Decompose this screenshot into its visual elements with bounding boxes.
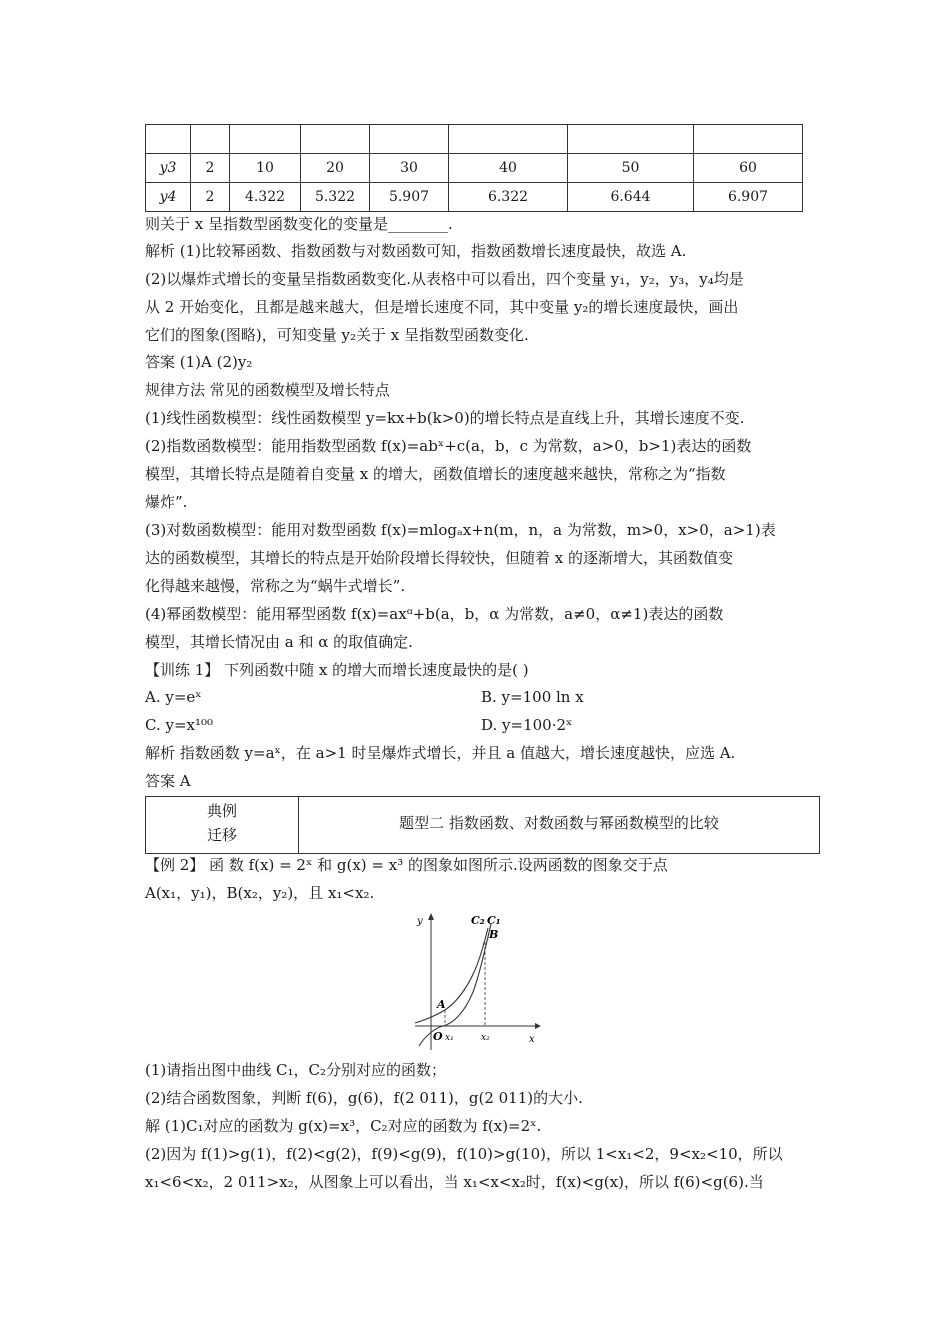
option-c: C. y=x¹⁰⁰ <box>145 716 214 734</box>
table-cell: 5.907 <box>370 183 449 212</box>
option-b: B. y=100 ln x <box>481 688 584 706</box>
label-x2: x₂ <box>481 1033 490 1043</box>
method-line: 模型，其增长特点是随着自变量 x 的增大，函数值增长的速度越来越快，常称之为“指数 <box>145 465 726 483</box>
table-cell: 2 <box>191 154 230 183</box>
option-a: A. y=eˣ <box>145 688 202 706</box>
curve-c1 <box>419 924 491 1046</box>
table-row <box>146 154 803 183</box>
solution-line: 它们的图象(图略)，可知变量 y₂关于 x 呈指数型函数变化. <box>145 326 529 344</box>
table-row <box>146 183 803 212</box>
sub-question: (2)结合函数图象，判断 f(6)，g(6)，f(2 011)，g(2 011)的大小. <box>145 1089 583 1107</box>
section-label: 典例 迁移 <box>146 797 299 853</box>
table-cell: 20 <box>301 154 370 183</box>
answer-line: 答案 (1)A (2)y₂ <box>145 353 253 371</box>
answer-line: 答案 A <box>145 772 191 790</box>
values-table <box>145 124 803 212</box>
example-line: A(x₁，y₁)，B(x₂，y₂)，且 x₁<x₂. <box>145 884 375 902</box>
function-graph <box>411 910 541 1052</box>
table-cell: 6.907 <box>694 183 803 212</box>
y-axis-arrow <box>428 913 434 920</box>
table-row <box>146 125 803 154</box>
question-tail: 则关于 x 呈指数型函数变化的变量是________. <box>145 215 453 233</box>
solution-line: (2)以爆炸式增长的变量呈指数函数变化.从表格中可以看出，四个变量 y₁，y₂，y₃，y₄均是 <box>145 270 744 288</box>
table-cell: 40 <box>449 154 568 183</box>
solution-line: 从 2 开始变化，且都是越来越大，但是增长速度不同，其中变量 y₂的增长速度最快，画出 <box>145 298 739 316</box>
label-c1: C₁ <box>487 914 501 927</box>
method-line: 模型，其增长情况由 a 和 α 的取值确定. <box>145 633 413 651</box>
table-cell: 6.644 <box>568 183 694 212</box>
method-line: 达的函数模型，其增长的特点是开始阶段增长得较快，但随着 x 的逐渐增大，其函数值变 <box>145 549 733 567</box>
table-cell: 5.322 <box>301 183 370 212</box>
method-line: (4)幂函数模型：能用幂型函数 f(x)=axᵅ+b(a，b，α 为常数，a≠0，α≠1)表达的函数 <box>145 605 724 623</box>
table-cell: 4.322 <box>230 183 301 212</box>
method-line: (2)指数函数模型：能用指数型函数 f(x)=abˣ+c(a，b，c 为常数，a>0，b>1)表达的函数 <box>145 437 752 455</box>
label-b: B <box>489 928 499 941</box>
x-axis-arrow <box>535 1023 541 1029</box>
label-a: A <box>437 998 446 1011</box>
option-d: D. y=100·2ˣ <box>481 716 573 734</box>
label-o: O <box>433 1030 443 1043</box>
table-cell: 60 <box>694 154 803 183</box>
method-line: (3)对数函数模型：能用对数型函数 f(x)=mlogₐx+n(m，n，a 为常数，m>0，x>0，a>1)表 <box>145 521 776 539</box>
example-line: 【例 2】 函 数 f(x) = 2ˣ 和 g(x) = x³ 的图象如图所示.设两函数的图象交于点 <box>145 856 668 874</box>
table-cell: 30 <box>370 154 449 183</box>
table-cell: 2 <box>191 183 230 212</box>
section-title-box <box>145 796 820 854</box>
solution-line: 解析 (1)比较幂函数、指数函数与对数函数可知，指数函数增长速度最快，故选 A. <box>145 242 687 260</box>
label-c2: C₂ <box>471 914 485 927</box>
table-cell: 10 <box>230 154 301 183</box>
method-line: (1)线性函数模型：线性函数模型 y=kx+b(k>0)的增长特点是直线上升，其增长速度不变. <box>145 409 745 427</box>
solution-line: x₁<6<x₂，2 011>x₂，从图象上可以看出，当 x₁<x<x₂时，f(x)<g(x)，所以 f(6)<g(6).当 <box>145 1173 764 1191</box>
label-x1: x₁ <box>445 1033 454 1043</box>
solution-line: (2)因为 f(1)>g(1)，f(2)<g(2)，f(9)<g(9)，f(10)>g(10)，所以 1<x₁<2，9<x₂<10，所以 <box>145 1145 783 1163</box>
table-cell: y3 <box>146 154 191 183</box>
solution-line: 解析 指数函数 y=aˣ，在 a>1 时呈爆炸式增长，并且 a 值越大，增长速度越快，应选 A. <box>145 744 736 762</box>
sub-question: (1)请指出图中曲线 C₁，C₂分别对应的函数； <box>145 1061 446 1079</box>
x-label: x <box>529 1034 535 1045</box>
training-question: 【训练 1】 下列函数中随 x 的增大而增长速度最快的是( ) <box>145 661 529 679</box>
table-cell: 50 <box>568 154 694 183</box>
section-title: 题型二 指数函数、对数函数与幂函数模型的比较 <box>399 814 719 832</box>
table-cell: 6.322 <box>449 183 568 212</box>
table-cell: y4 <box>146 183 191 212</box>
solution-line: 解 (1)C₁对应的函数为 g(x)=x³，C₂对应的函数为 f(x)=2ˣ. <box>145 1117 542 1135</box>
y-label: y <box>417 916 423 927</box>
method-title: 规律方法 常见的函数模型及增长特点 <box>145 381 390 399</box>
curve-c2 <box>415 928 488 1023</box>
method-line: 化得越来越慢，常称之为“蜗牛式增长”. <box>145 577 406 595</box>
method-line: 爆炸”. <box>145 493 188 511</box>
